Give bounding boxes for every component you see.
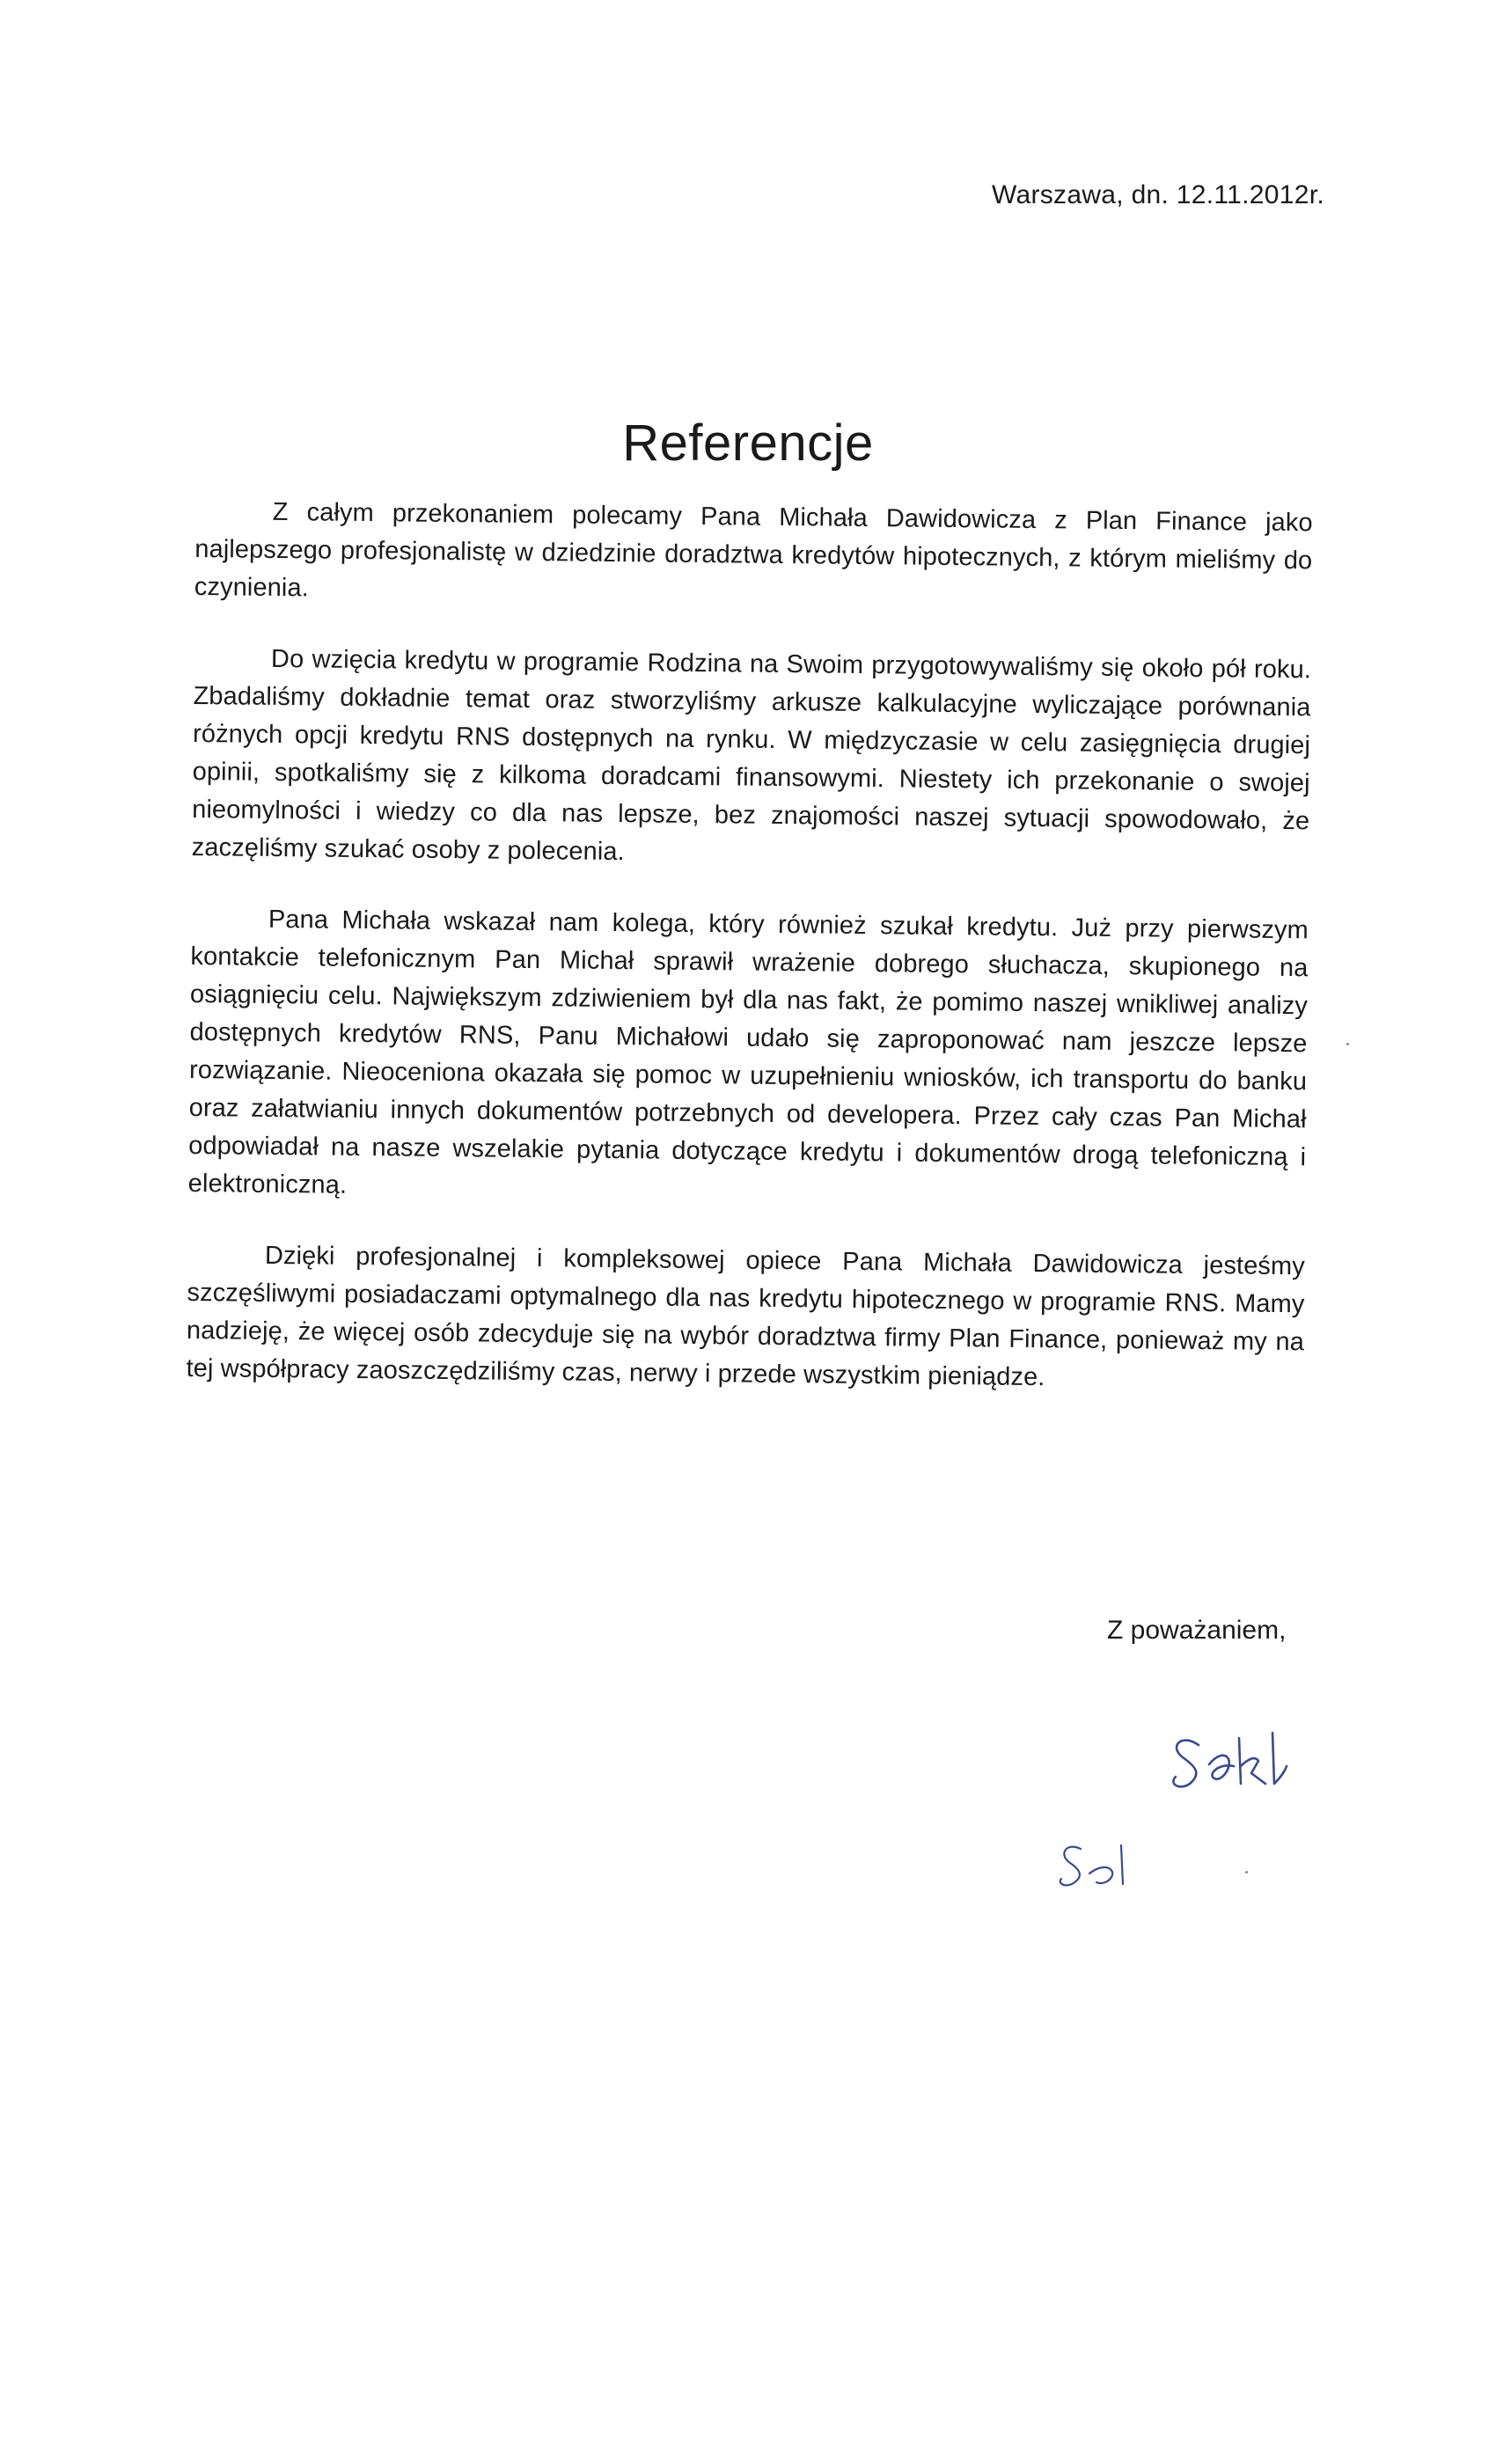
paragraph-1: Z całym przekonaniem polecamy Pana Michała Dawidowicza z Plan Finance jako najlepszego profesjonalistę w dziedzinie doradztwa kredytów hipotecznych, z którym mieliśmy do czynienia. bbox=[194, 497, 1313, 603]
handwritten-initials bbox=[1054, 1835, 1151, 1896]
handwritten-signature bbox=[1163, 1720, 1331, 1800]
scan-speck bbox=[1346, 1043, 1349, 1045]
letter-title: Referencje bbox=[622, 414, 874, 472]
letter-date: Warszawa, dn. 12.11.2012r. bbox=[991, 180, 1324, 209]
paragraph-4: Dzięki profesjonalnej i kompleksowej opiece Pana Michała Dawidowicza jesteśmy szczęśliwymi posiadaczami optymalnego dla nas kredytu hipotecznego w programie RNS. Mamy nadzieję, że więcej osób zdecyduje się na wybór doradztwa firmy Plan Finance, ponieważ my na tej współpracy zaoszczędziliśmy czas, nerwy i przede wszystkim pieniądze. bbox=[186, 1241, 1306, 1392]
scan-speck bbox=[1245, 1871, 1248, 1874]
paragraph-3: Pana Michała wskazał nam kolega, który również szukał kredytu. Już przy pierwszym kontakcie telefonicznym Pan Michał sprawił wrażenie dobrego słuchacza, skupionego na osiągnięciu celu. Największym zdziwieniem był dla nas fakt, że pomimo naszej wnikliwej analizy dostępnych kredytów RNS, Panu Michałowi udało się zaproponować nam jeszcze lepsze rozwiązanie. Nieoceniona okazała się pomoc w uzupełnieniu wniosków, ich transportu do banku oraz załatwianiu innych dokumentów potrzebnych od developera. Przez cały czas Pan Michał odpowiadał na nasze wszelakie pytania dotyczące kredytu i dokumentów drogą telefoniczną i elektroniczną. bbox=[187, 905, 1309, 1199]
letter-closing: Z poważaniem, bbox=[1107, 1616, 1287, 1645]
paragraph-2: Do wzięcia kredytu w programie Rodzina na Swoim przygotowywaliśmy się około pół roku. Zbadaliśmy dokładnie temat oraz stworzyliśmy arkusze kalkulacyjne wyliczające porównania różnych opcji kredytu RNS dostępnych na rynku. W międzyczasie w celu zasięgnięcia drugiej opinii, spotkaliśmy się z kilkoma doradcami finansowymi. Niestety ich przekonanie o swojej nieomylności i wiedzy co dla nas lepsze, bez znajomości naszej sytuacji spowodowało, że zaczęliśmy szukać osoby z polecenia. bbox=[191, 644, 1312, 867]
letter-body bbox=[186, 493, 1313, 1433]
